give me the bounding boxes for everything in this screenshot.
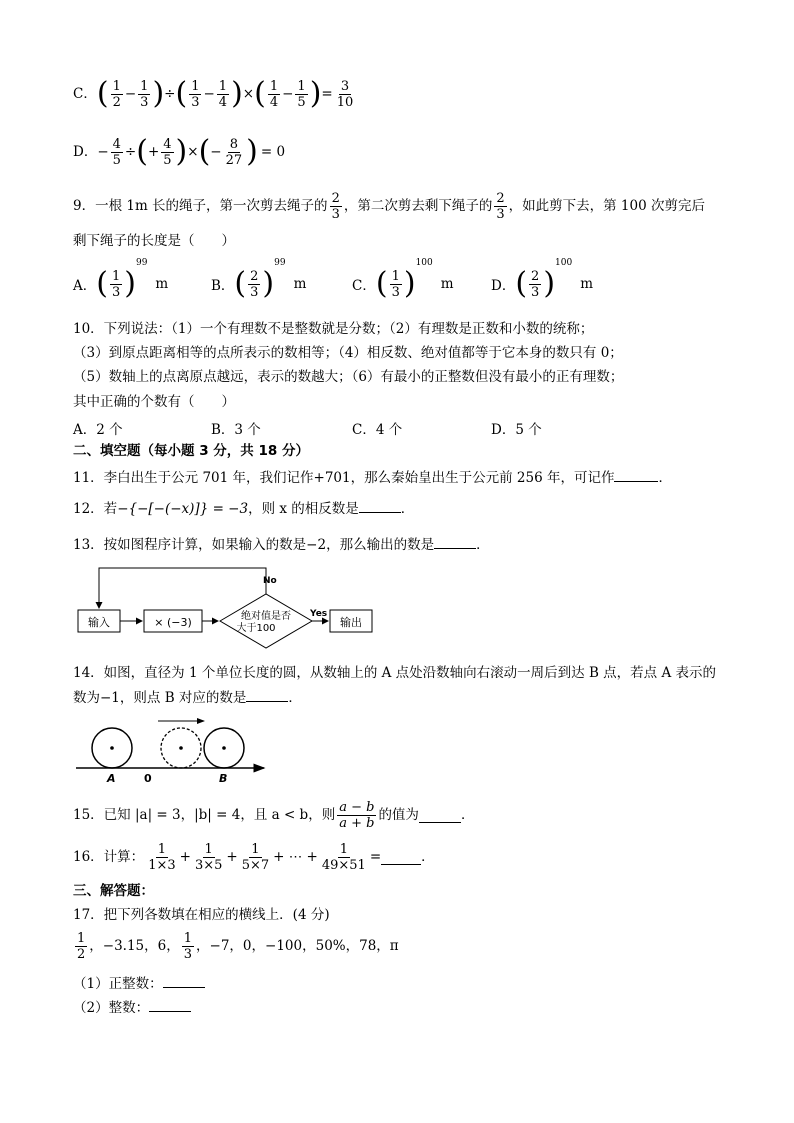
fraction: $\frac{1}{3\times 5}$	[194, 841, 223, 873]
q10-line3: （5）数轴上的点离原点越远，表示的数越大；（6）有最小的正整数但没有最小的正有理数；	[73, 369, 624, 385]
q10-option-a: A．2 个	[73, 422, 123, 438]
q9-option-c: C． ( $\frac{1}{3}$ ) $^{100}$ m	[352, 258, 454, 301]
multiply-label: × (−3)	[154, 616, 192, 629]
answer-blank	[381, 850, 421, 865]
fraction: $\frac{3}{10}$	[336, 78, 354, 110]
fraction: $\frac{1}{5\times 7}$	[241, 841, 270, 873]
fraction: $\frac{1}{3}$	[391, 268, 400, 300]
q10-option-d: D．5 个	[491, 422, 542, 438]
fraction: $\frac{1}{4}$	[218, 78, 228, 110]
q10-line4: 其中正确的个数有（ ）	[73, 394, 235, 410]
fraction: $\frac{1}{2}$	[112, 78, 121, 110]
q15: 15．已知 |a| = 3，|b| = 4，且 a < b，则 $\frac{a - b}{a + b}$ 的值为 ．	[73, 799, 475, 831]
no-label: No	[263, 576, 277, 586]
q12: 12．若−{−[−(−x)]} = −3，则 x 的相反数是 ．	[73, 501, 415, 517]
fraction: $\frac{4}{5}$	[163, 136, 172, 168]
loop-back-arrow	[99, 568, 266, 608]
fraction: $\frac{1}{5}$	[297, 78, 306, 110]
answer-blank	[434, 548, 476, 549]
fraction: $\frac{2}{3}$	[496, 190, 505, 222]
q17-sub2: （2）整数：	[73, 999, 191, 1017]
origin-label: 0	[144, 772, 152, 784]
answer-blank	[614, 481, 658, 482]
q17-sub1: （1）正整数：	[73, 975, 205, 993]
q14-line2: 数为−1，则点 B 对应的数是 ．	[73, 690, 302, 706]
answer-blank	[246, 701, 288, 702]
q11: 11．李白出生于公元 701 年，我们记作+701，那么秦始皇出生于公元前 256 年，可记作 ．	[73, 470, 672, 486]
output-label: 输出	[340, 616, 362, 629]
fraction: $\frac{1}{4}$	[269, 78, 279, 110]
fraction: $\frac{1}{1\times 3}$	[148, 841, 176, 873]
answer-blank	[163, 987, 205, 988]
fraction: $\frac{2}{3}$	[250, 268, 259, 300]
yes-label: Yes	[310, 609, 328, 619]
program-flowchart	[70, 562, 380, 656]
q9-options	[73, 258, 713, 304]
point-b-label: B	[219, 772, 228, 784]
q9-stem: 9．一根 1m 长的绳子，第一次剪去绳子的 $\frac{2}{3}$ ，第二次剪去剩下绳子的 $\frac{2}{3}$ ，如此剪下去，第 100 次剪完后	[73, 190, 705, 222]
q17-title: 17．把下列各数填在相应的横线上．(4 分)	[73, 907, 330, 923]
section-heading: 二、填空题（每小题 3 分，共 18 分）	[73, 443, 309, 459]
nested-expression: −{−[−(−x)]} = −3	[117, 501, 249, 517]
fraction: $\frac{1}{49\times 51}$	[321, 841, 366, 873]
input-label: 输入	[88, 616, 110, 629]
q13: 13．按如图程序计算，如果输入的数是−2，那么输出的数是 ．	[73, 537, 490, 553]
option-label: C．	[73, 86, 97, 102]
fraction: $\frac{1}{3}$	[191, 78, 200, 110]
fraction: $\frac{1}{2}$	[77, 930, 86, 962]
q8-option-d: D． − $\frac{4}{5}$ ÷ ( + $\frac{4}{5}$ ) × ( − $\frac{8}{27}$ ) = 0	[73, 134, 286, 169]
fraction: $\frac{1}{3}$	[183, 930, 193, 962]
fraction: $\frac{a - b}{a + b}$	[339, 799, 375, 831]
q8-option-c: C． ( $\frac{1}{2}$ − $\frac{1}{3}$ ) ÷ ( $\frac{1}{3}$ − $\frac{1}{4}$ ) × ( $\frac{1}{4}$ − $\frac{1}{5}$ ) = $\frac{3}{10}$	[73, 76, 354, 111]
answer-blank	[419, 808, 461, 823]
q10-option-c: C．4 个	[352, 422, 403, 438]
q10-line2: （3）到原点距离相等的点所表示的数相等；（4）相反数、绝对值都等于它本身的数只有 0；	[73, 345, 623, 361]
q9-option-b: B． ( $\frac{2}{3}$ ) $^{99}$ m	[211, 258, 307, 301]
point-a-label: A	[107, 772, 116, 784]
q9-option-d: D． ( $\frac{2}{3}$ ) $^{100}$ m	[491, 258, 594, 301]
q9-stem-line2: 剩下绳子的长度是（ ）	[73, 233, 235, 249]
q17-numbers: $\frac{1}{2}$ ，−3.15，6， $\frac{1}{3}$ ，−7，0，−100，50%，78，π	[77, 930, 399, 962]
answer-blank	[359, 512, 401, 513]
q10-option-b: B．3 个	[211, 422, 261, 438]
decision-label-2: 大于100	[236, 623, 276, 634]
fraction: $\frac{2}{3}$	[331, 190, 340, 222]
section-heading: 三、解答题：	[73, 883, 154, 899]
q10-line1: 10．下列说法：（1）一个有理数不是整数就是分数；（2）有理数是正数和小数的统称；	[73, 321, 594, 337]
rolling-circle-figure	[74, 714, 270, 784]
decision-label-1: 绝对值是否	[241, 611, 291, 622]
q16: 16．计算： $\frac{1}{1\times 3}$ + $\frac{1}{3\times 5}$ + $\frac{1}{5\times 7}$ + ⋯ + $\frac{1}{49\times 51}$ = ．	[73, 841, 435, 873]
option-label: D．	[73, 144, 98, 160]
fraction: $\frac{1}{3}$	[111, 268, 121, 300]
fraction: $\frac{1}{3}$	[140, 78, 149, 110]
fraction: $\frac{4}{5}$	[112, 136, 121, 168]
answer-blank	[149, 1011, 191, 1012]
q14-line1: 14．如图，直径为 1 个单位长度的圆，从数轴上的 A 点处沿数轴向右滚动一周后到达 B 点，若点 A 表示的	[73, 665, 717, 681]
fraction: $\frac{8}{27}$	[225, 136, 243, 168]
fraction: $\frac{2}{3}$	[531, 268, 540, 300]
q9-option-a: A． ( $\frac{1}{3}$ ) $^{99}$ m	[73, 258, 169, 301]
